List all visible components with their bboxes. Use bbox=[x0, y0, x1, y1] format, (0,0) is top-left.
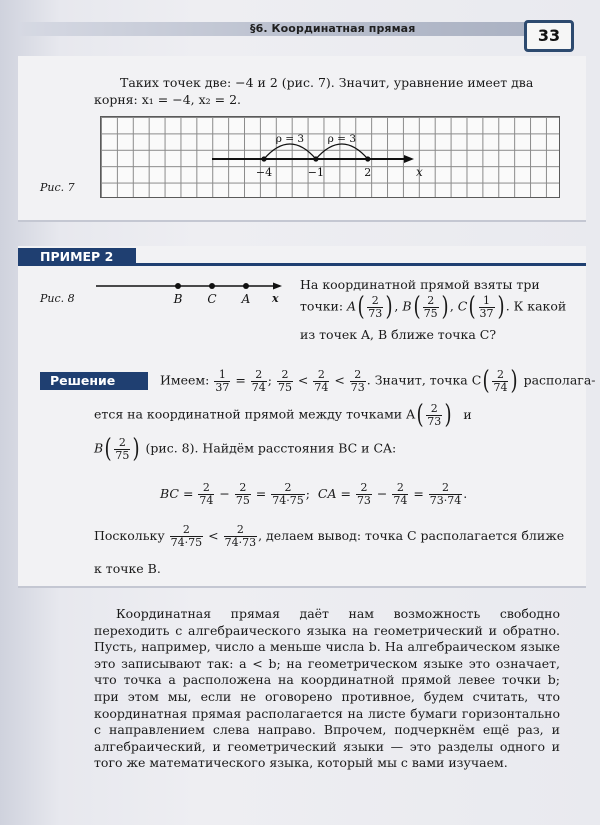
fig7-arc-label-1: ρ = 3 bbox=[327, 133, 357, 145]
fig7-tick-label-1: −1 bbox=[307, 166, 325, 179]
page-number: 33 bbox=[524, 20, 574, 52]
main-paragraph-text: Координатная прямая даёт нам возможность свободно переходить с алгебраического языка на геометрический и обратно. Пусть, например, число a меньше числа b. На алгебраическом языке это записывают так: a < b; на геометрическом языке это означает, что точка a расположена на координатной прямой левее точки b; при этом мы, если не оговорено противное, будем считать, что координатная прямая располагается на листе бумаги горизонтально с направлением слева направо. Впрочем, подчеркнём ещё раз, и алгебраический, и геометрический языки — это разделы одного и того же математического языка, который мы с вами изучаем. bbox=[94, 606, 560, 771]
solution-line-2-end: и bbox=[463, 406, 472, 422]
intro-line-1: Таких точек две: −4 и 2 (рис. 7). Значит, уравнение имеет два bbox=[120, 75, 534, 90]
solution-line-1-prefix: Имеем: bbox=[160, 372, 210, 388]
solution-conclusion-suffix: , делаем вывод: точка C располагается ближе bbox=[258, 528, 565, 543]
main-paragraph bbox=[94, 606, 560, 772]
example-line-2-suffix: К какой bbox=[513, 298, 567, 314]
solution-conclusion: Поскольку $\frac{2}{74\cdot 75}$ < $\frac{2}{74\cdot 73}$ , делаем вывод: точка C располагается ближе bbox=[94, 523, 565, 549]
example-line-1: На координатной прямой взяты три bbox=[300, 277, 540, 292]
example-line-2-prefix: точки: bbox=[300, 298, 344, 314]
solution-banner-label: Решение bbox=[50, 373, 116, 388]
fig7-axis-label: x bbox=[416, 165, 423, 179]
solution-line-3-text: (рис. 8). Найдём расстояния BC и CA: bbox=[145, 440, 397, 456]
solution-line-2: ется на координатной прямой между точками A( $\frac{2}{73}$ ) и bbox=[94, 400, 472, 430]
solution-line-3: B( $\frac{2}{75}$ ) (рис. 8). Найдём расстояния BC и CA: bbox=[94, 434, 397, 464]
fig7-caption: Рис. 7 bbox=[40, 181, 75, 194]
solution-banner bbox=[40, 372, 148, 390]
solution-conclusion-prefix: Поскольку bbox=[94, 528, 165, 543]
fig8-point-label-C: C bbox=[207, 292, 217, 306]
fig8-point-label-B: B bbox=[173, 292, 183, 306]
solution-line-1-suffix: Значит, точка C bbox=[374, 372, 482, 388]
example-banner-label: ПРИМЕР 2 bbox=[40, 249, 114, 264]
example-line-2: точки: A( $\frac{2}{73}$ ) , B( $\frac{2}{75}$ ) , C( $\frac{1}{37}$ ) . К какой bbox=[300, 292, 567, 322]
fig8-axis-arrow bbox=[273, 283, 282, 290]
example-line-3: из точек A, B ближе точка C? bbox=[300, 327, 497, 342]
fig8-point-B bbox=[175, 283, 181, 289]
fig8-point-C bbox=[209, 283, 215, 289]
solution-line-2-text: ется на координатной прямой между точками A bbox=[94, 406, 416, 422]
fig8-caption: Рис. 8 bbox=[40, 292, 75, 305]
solution-formula: BC = $\frac{2}{74}$ − $\frac{2}{75}$ = $\frac{2}{74\cdot 75}$ ; CA = $\frac{2}{73}$ − $\frac{2}{74}$ = $\frac{2}{73\cdot 74}$ . bbox=[160, 481, 468, 507]
fig8-point-label-A: A bbox=[241, 292, 251, 306]
intro-line-2: корня: x₁ = −4, x₂ = 2. bbox=[94, 92, 242, 107]
fig8-axis-label: x bbox=[272, 292, 279, 305]
fig7-arc-label-0: ρ = 3 bbox=[275, 133, 305, 145]
solution-line-1-end: располага- bbox=[523, 372, 596, 388]
solution-line-1: Имеем: $\frac{1}{37}$ = $\frac{2}{74}$ ; $\frac{2}{75}$ < $\frac{2}{74}$ < $\frac{2}{73}$ . Значит, точка C( $\frac{2}{74}$ ) располага- bbox=[160, 366, 596, 396]
section-title: §6. Координатная прямая bbox=[250, 22, 416, 35]
fig7-tick-label-2: 2 bbox=[364, 166, 372, 179]
fig8-point-A bbox=[243, 283, 249, 289]
solution-conclusion-line-2: к точке B. bbox=[94, 561, 161, 576]
fig7-tick-label-0: −4 bbox=[255, 166, 273, 179]
